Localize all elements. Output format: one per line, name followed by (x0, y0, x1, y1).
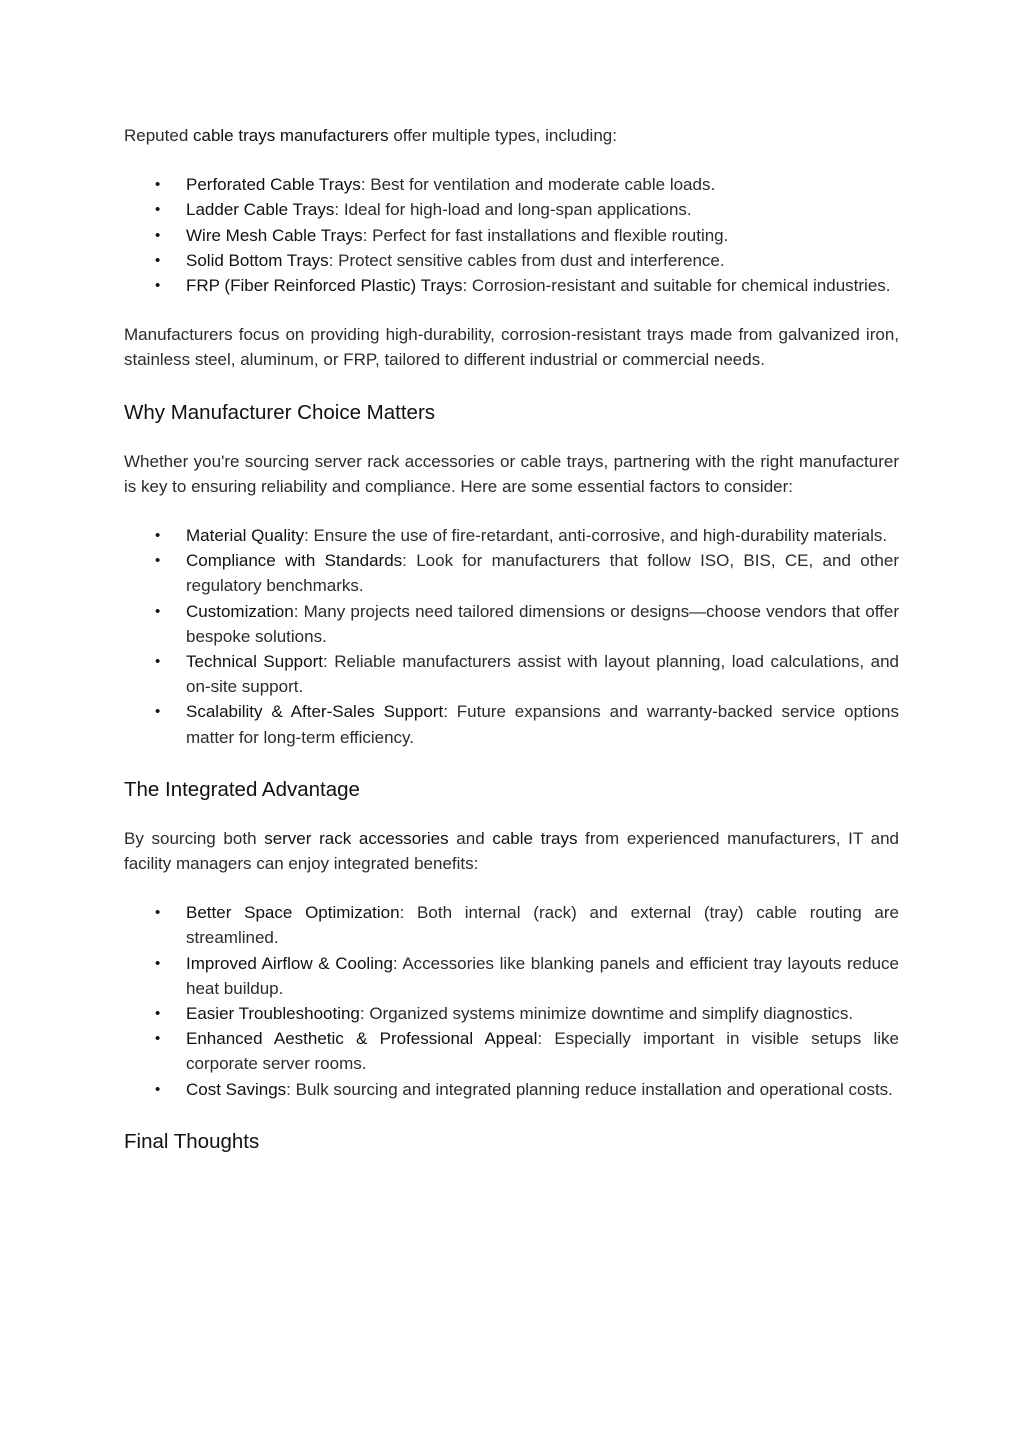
list-item (124, 1026, 899, 1076)
bullet-icon: • (155, 1030, 161, 1048)
list-item-desc: : Corrosion-resistant and suitable for chemical industries. (462, 276, 891, 296)
bullet-icon: • (155, 527, 161, 545)
list-item (124, 699, 899, 749)
bullet-icon: • (155, 954, 161, 972)
cable-trays-manufacturers-link[interactable]: cable trays manufacturers (193, 126, 389, 145)
document-content (124, 123, 899, 1156)
manufacturers-paragraph: Manufacturers focus on providing high-durability, corrosion-resistant trays made from galvanized iron, stainless steel, aluminum, or FRP, tailored to different industrial or commercial needs. (124, 325, 899, 370)
integrated-suffix: from experienced manufacturers, IT and facility managers can enjoy integrated benefits: (124, 828, 900, 874)
list-item-desc: : Both internal (rack) and external (tray) cable routing are streamlined. (186, 903, 899, 948)
list-item (124, 900, 899, 950)
bullet-icon: • (155, 904, 161, 922)
list-item-desc: : Ensure the use of fire-retardant, anti-corrosive, and high-durability materials. (304, 526, 888, 546)
list-item-term: Better Space Optimization (186, 903, 400, 923)
integrated-mid: and (448, 828, 493, 848)
list-item (124, 1077, 899, 1102)
list-item-desc: : Future expansions and warranty-backed service options matter for long-term efficiency. (186, 702, 899, 747)
bullet-icon: • (155, 1005, 161, 1023)
list-item (124, 197, 899, 222)
list-item-desc: : Bulk sourcing and integrated planning reduce installation and operational costs. (286, 1079, 893, 1099)
list-item-term: Material Quality (186, 526, 305, 546)
list-item-term: Ladder Cable Trays (186, 200, 335, 220)
list-item (124, 951, 899, 1001)
why-paragraph: Whether you're sourcing server rack accessories or cable trays, partnering with the right manufacturer is key to ensuring reliability and compliance. Here are some essential factors to consider: (124, 451, 899, 496)
integrated-prefix: By sourcing both (124, 828, 265, 848)
list-item-term: Perforated Cable Trays (186, 175, 361, 195)
list-item (124, 548, 899, 598)
bullet-icon: • (155, 703, 161, 721)
list-item-desc: : Perfect for fast installations and flexible routing. (362, 225, 729, 245)
list-item-desc: : Protect sensitive cables from dust and interference. (328, 250, 725, 270)
integrated-paragraph (124, 826, 899, 876)
intro-suffix: offer multiple types, including: (388, 126, 617, 145)
list-item-desc: : Best for ventilation and moderate cable loads. (360, 175, 716, 195)
bullet-icon: • (155, 251, 161, 269)
bullet-icon: • (155, 602, 161, 620)
list-item (124, 523, 899, 548)
heading-final-thoughts: Final Thoughts (124, 1129, 260, 1153)
list-item-term: FRP (Fiber Reinforced Plastic) Trays (186, 276, 463, 296)
list-item-term: Enhanced Aesthetic & Professional Appeal (186, 1029, 538, 1049)
list-item-term: Compliance with Standards (186, 551, 403, 571)
intro-paragraph (124, 123, 899, 148)
tray-types-list (124, 172, 899, 298)
bullet-icon: • (155, 176, 161, 194)
list-item-term: Solid Bottom Trays (186, 250, 329, 270)
intro-prefix: Reputed (124, 126, 193, 145)
cable-trays-link[interactable]: cable trays (492, 828, 578, 848)
list-item-desc: : Especially important in visible setups like corporate server rooms. (186, 1029, 899, 1074)
heading-why-manufacturer-choice: Why Manufacturer Choice Matters (124, 400, 436, 424)
bullet-icon: • (155, 1080, 161, 1098)
list-item-desc: : Ideal for high-load and long-span applications. (334, 200, 692, 220)
list-item (124, 599, 899, 649)
bullet-icon: • (155, 653, 161, 671)
list-item-desc: : Many projects need tailored dimensions or designs—choose vendors that offer bespoke solutions. (186, 601, 899, 646)
list-item-desc: : Accessories like blanking panels and efficient tray layouts reduce heat buildup. (186, 953, 899, 998)
list-item (124, 172, 899, 197)
list-item (124, 1001, 899, 1026)
list-item-term: Customization (186, 601, 294, 621)
list-item-term: Cost Savings (186, 1079, 287, 1099)
benefits-list (124, 900, 899, 1102)
list-item-desc: : Organized systems minimize downtime and simplify diagnostics. (359, 1004, 854, 1024)
list-item-term: Easier Troubleshooting (186, 1004, 360, 1024)
heading-integrated-advantage: The Integrated Advantage (124, 777, 360, 801)
list-item (124, 649, 899, 699)
bullet-icon: • (155, 552, 161, 570)
list-item-term: Improved Airflow & Cooling (186, 953, 393, 973)
bullet-icon: • (155, 201, 161, 219)
list-item-desc: : Look for manufacturers that follow ISO, BIS, CE, and other regulatory benchmarks. (186, 551, 899, 596)
list-item (124, 248, 899, 273)
list-item (124, 273, 899, 298)
bullet-icon: • (155, 277, 161, 295)
list-item (124, 223, 899, 248)
bullet-icon: • (155, 226, 161, 244)
server-rack-accessories-link[interactable]: server rack accessories (264, 828, 449, 848)
factors-list (124, 523, 899, 750)
list-item-term: Wire Mesh Cable Trays (186, 225, 363, 245)
list-item-term: Scalability & After-Sales Support (186, 702, 444, 722)
list-item-term: Technical Support (186, 652, 323, 672)
list-item-desc: : Reliable manufacturers assist with layout planning, load calculations, and on-site support. (186, 652, 899, 697)
